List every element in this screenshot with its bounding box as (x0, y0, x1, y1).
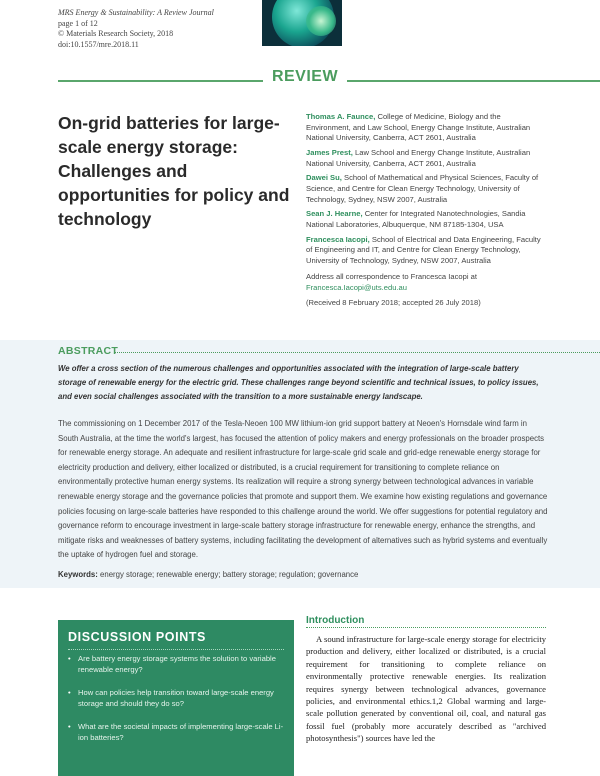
abstract-body: The commissioning on 1 December 2017 of the Tesla-Neoen 100 MW lithium-ion grid support battery at Neoen's Hornsdale wind farm in South Australia, at the time the world's largest, has focused the attention of policy makers and energy professionals on the broader prospects for renewable energy storage. An adequate and resilient infrastructure for large-scale grid scale and grid-edge renewable energy storage for electricity production and delivery, either localized or distributed, is a crucial requirement for transitioning to complete reliance on environmentally protective human energy systems. Its realization will require a strong synergy between technological advances in variable renewable energy storage and the governance policies that promote and support them. We examine how existing regulations and governance policies focusing on large-scale batteries have responded to this challenge around the world. We offer suggestions for potential regulatory and governance reform to encourage investment in large-scale battery storage infrastructure for renewable energy, enhance the strengths, and mitigate risks and weaknesses of battery systems, including facilitating the development of alternatives such as hybrid systems and eventually the uptake of hydrogen fuel and storage. (58, 419, 548, 560)
discussion-list (68, 653, 284, 754)
page-number: page 1 of 12 (58, 18, 98, 28)
author-affiliation: School of Electrical and Data Engineering, Faculty of Engineering and IT, and Centre for Clean Energy Technology, University of Technology, Sydney, NSW 2007, Australia (306, 234, 541, 265)
author-name[interactable]: Sean J. Hearne, (306, 209, 363, 219)
author-entry (306, 112, 546, 144)
journal-name: MRS Energy & Sustainability: A Review Journal (58, 8, 214, 17)
received-dates: (Received 8 February 2018; accepted 26 July 2018) (306, 297, 481, 307)
author-name[interactable]: Thomas A. Faunce, (306, 112, 376, 121)
author-affiliation: Law School and Energy Change Institute, Australian National University, Canberra, ACT 2601, Australia (306, 147, 531, 168)
author-name[interactable]: Francesca Iacopi, (306, 234, 370, 244)
journal-header (58, 8, 268, 50)
copyright: © Materials Research Society, 2018 (58, 29, 174, 38)
keywords-text: energy storage; renewable energy; battery storage; regulation; governance (100, 570, 359, 579)
review-divider-left (58, 80, 263, 82)
discussion-item-text: What are the societal impacts of implementing large-scale Li-ion batteries? (78, 721, 284, 743)
author-affiliation: School of Mathematical and Physical Sciences, Faculty of Science, and Centre for Clean Energy Technology, University of Technology, Sydney, NSW 2007, Australia (306, 173, 539, 204)
discussion-item (68, 653, 284, 676)
introduction-divider (306, 627, 546, 628)
discussion-divider (68, 649, 284, 650)
discussion-item (68, 721, 284, 744)
abstract-lead: We offer a cross section of the numerous challenges and opportunities associated with the integration of large-scale battery storage of renewable energy for the electric grid. These challenges range beyond scientific and technical issues, to policy issues, and even social challenges associated with the transition to a more sustainable energy landscape. (58, 364, 539, 401)
author-name[interactable]: Dawei Su, (306, 173, 342, 183)
abstract-heading: ABSTRACT (58, 345, 119, 357)
author-entry (306, 148, 546, 169)
author-entry (306, 209, 546, 230)
author-entry (306, 173, 546, 205)
introduction-text: A sound infrastructure for large-scale energy storage for electricity production and delivery, either localized or distributed, is a crucial requirement for transitioning to complete reliance on environmentally protective renewable energies. Its realization requires synergy between technological advances, governance policies, and environmental ethics.1,2 Global warming and large-scale pollution generated by conventional oil, coal, and natural gas fossil fuel (probably more accurately described as "archived photosynthesis") sources have led the (306, 634, 546, 744)
bullet-icon: • (68, 721, 71, 731)
bullet-icon: • (68, 654, 71, 663)
keywords (58, 570, 548, 579)
author-name[interactable]: James Prest, (306, 147, 353, 157)
journal-cover-image (262, 0, 342, 46)
discussion-item (68, 687, 284, 710)
author-entry (306, 235, 546, 267)
doi: doi:10.1557/mre.2018.11 (58, 39, 139, 49)
discussion-title: DISCUSSION POINTS (68, 630, 206, 644)
author-affiliation: College of Medicine, Biology and the Environment, and Law School, Energy Change Institute, Australian National University, Canberra, ACT 2601, Australia (306, 112, 531, 143)
bullet-icon: • (68, 687, 71, 697)
author-affiliation: Center for Integrated Nanotechnologies, Sandia National Laboratories, Albuquerque, NM 87185-1304, USA (306, 209, 526, 229)
correspondence-email-link[interactable]: Francesca.Iacopi@uts.edu.au (306, 283, 407, 293)
section-label: REVIEW (271, 68, 339, 85)
article-title: On-grid batteries for large-scale energy storage: Challenges and opportunities for policy and technology (58, 113, 290, 229)
discussion-points-box (58, 620, 294, 776)
keywords-label: Keywords: (58, 570, 98, 579)
author-list (306, 112, 546, 308)
review-divider-right (347, 80, 600, 82)
abstract-divider (114, 352, 600, 354)
correspondence-text: Address all correspondence to Francesca Iacopi at (306, 272, 477, 282)
discussion-item-text: Are battery energy storage systems the solution to variable renewable energy? (78, 654, 276, 675)
introduction-heading: Introduction (306, 615, 365, 626)
discussion-item-text: How can policies help transition toward large-scale energy storage and should they do so? (78, 687, 274, 709)
correspondence (306, 272, 546, 293)
